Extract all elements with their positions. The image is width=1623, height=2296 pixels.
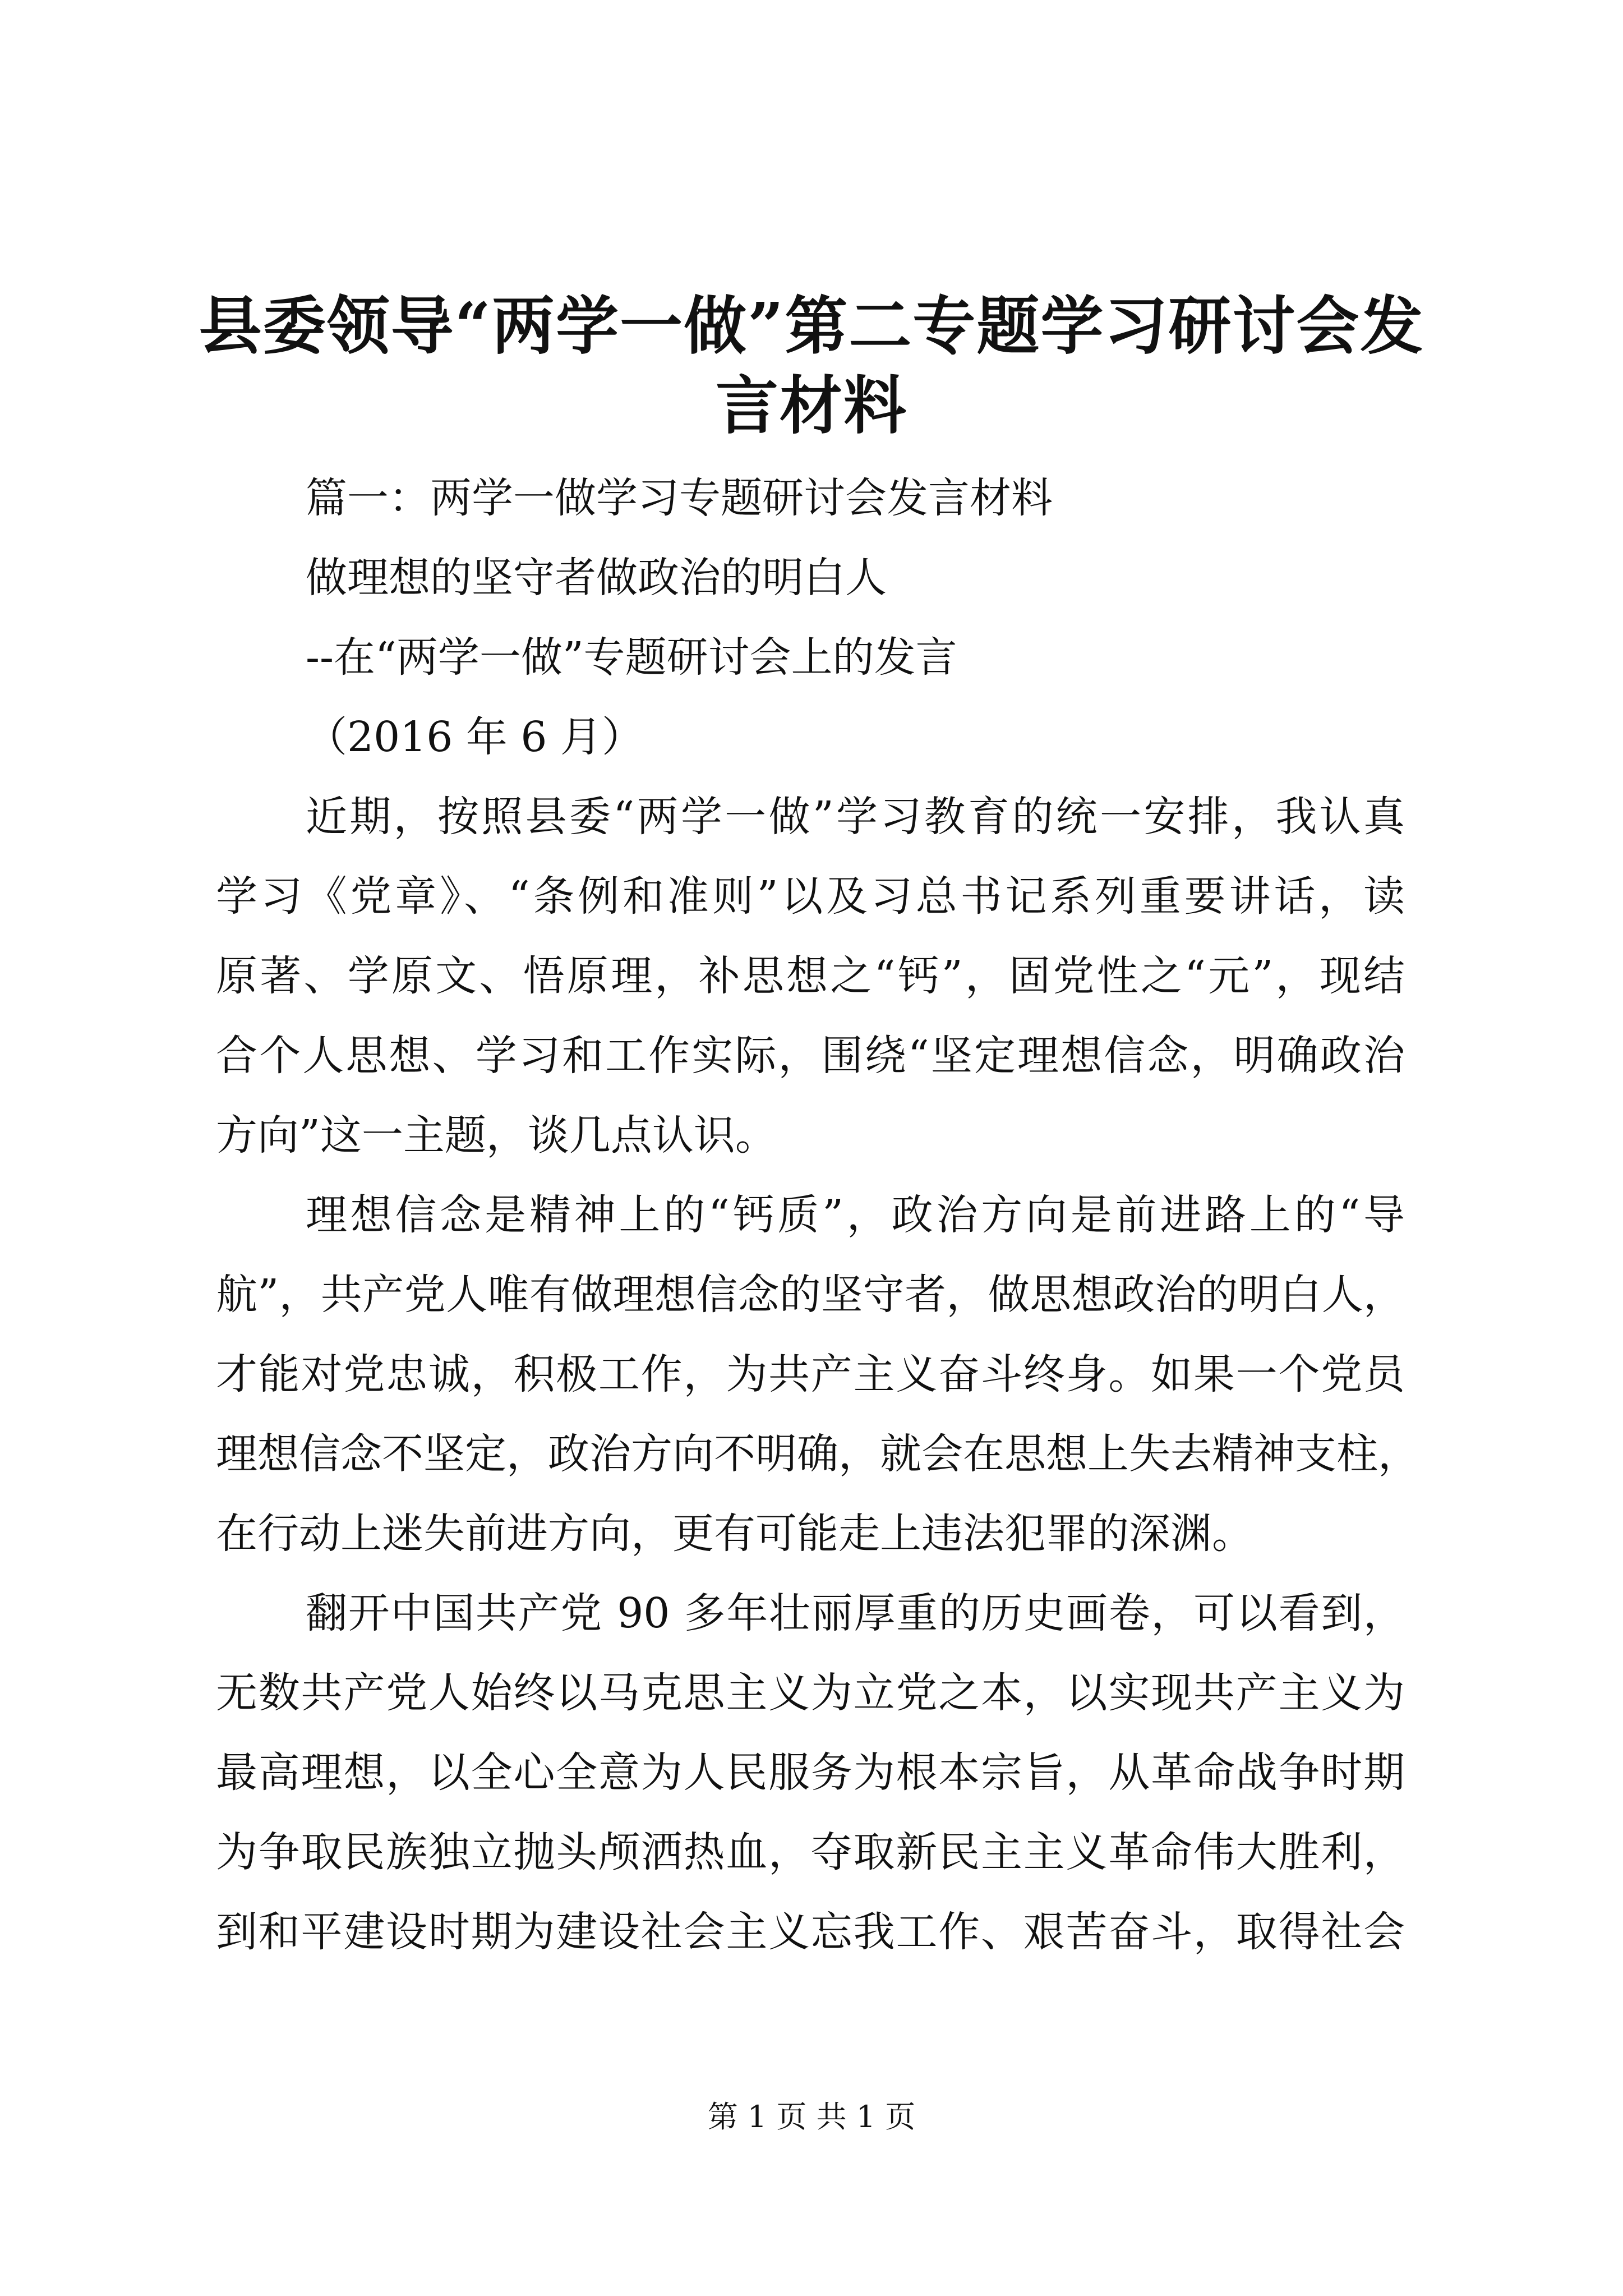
paragraph-line: 航”，共产党人唯有做理想信念的坚守者，做思想政治的明白人，	[216, 1271, 1405, 1319]
paragraph-line: 方向”这一主题，谈几点认识。	[216, 1111, 777, 1159]
subheading-speech-occasion: --在“两学一做”专题研讨会上的发言	[306, 633, 957, 682]
paragraph-line: 到和平建设时期为建设社会主义忘我工作、艰苦奋斗，取得社会	[216, 1908, 1405, 1956]
paragraph-line: 在行动上迷失前进方向，更有可能走上违法犯罪的深渊。	[216, 1510, 1253, 1558]
document-title-line-2: 言材料	[716, 369, 907, 443]
page-number-footer: 第 1 页 共 1 页	[707, 2099, 916, 2134]
paragraph-line: 翻开中国共产党 90 多年壮丽厚重的历史画卷，可以看到，	[306, 1589, 1405, 1637]
paragraph-line: 为争取民族独立抛头颅洒热血，夺取新民主主义革命伟大胜利，	[216, 1828, 1405, 1876]
paragraph-line: 理想信念不坚定，政治方向不明确，就会在思想上失去精神支柱，	[216, 1430, 1419, 1478]
paragraph-line: 近期，按照县委“两学一做”学习教育的统一安排，我认真	[306, 793, 1405, 841]
paragraph-line: 原著、学原文、悟原理，补思想之“钙”，固党性之“元”，现结	[216, 952, 1405, 1000]
paragraph-line: 学习《党章》、“条例和准则”以及习总书记系列重要讲话，读	[216, 872, 1405, 921]
paragraph-line: 最高理想，以全心全意为人民服务为根本宗旨，从革命战争时期	[216, 1749, 1405, 1797]
document-title-line-1: 县委领导“两学一做”第二专题学习研讨会发	[199, 289, 1424, 363]
paragraph-line: 理想信念是精神上的“钙质”，政治方向是前进路上的“导	[306, 1191, 1405, 1239]
paragraph-line: 无数共产党人始终以马克思主义为立党之本，以实现共产主义为	[216, 1669, 1405, 1717]
speech-date: （2016 年 6 月）	[306, 713, 643, 761]
paragraph-line: 才能对党忠诚，积极工作，为共产主义奋斗终身。如果一个党员	[216, 1350, 1405, 1398]
subheading-part-one: 篇一：两学一做学习专题研讨会发言材料	[306, 474, 1053, 522]
paragraph-line: 合个人思想、学习和工作实际，围绕“坚定理想信念，明确政治	[216, 1032, 1405, 1080]
subheading-speech-title: 做理想的坚守者做政治的明白人	[306, 554, 887, 602]
